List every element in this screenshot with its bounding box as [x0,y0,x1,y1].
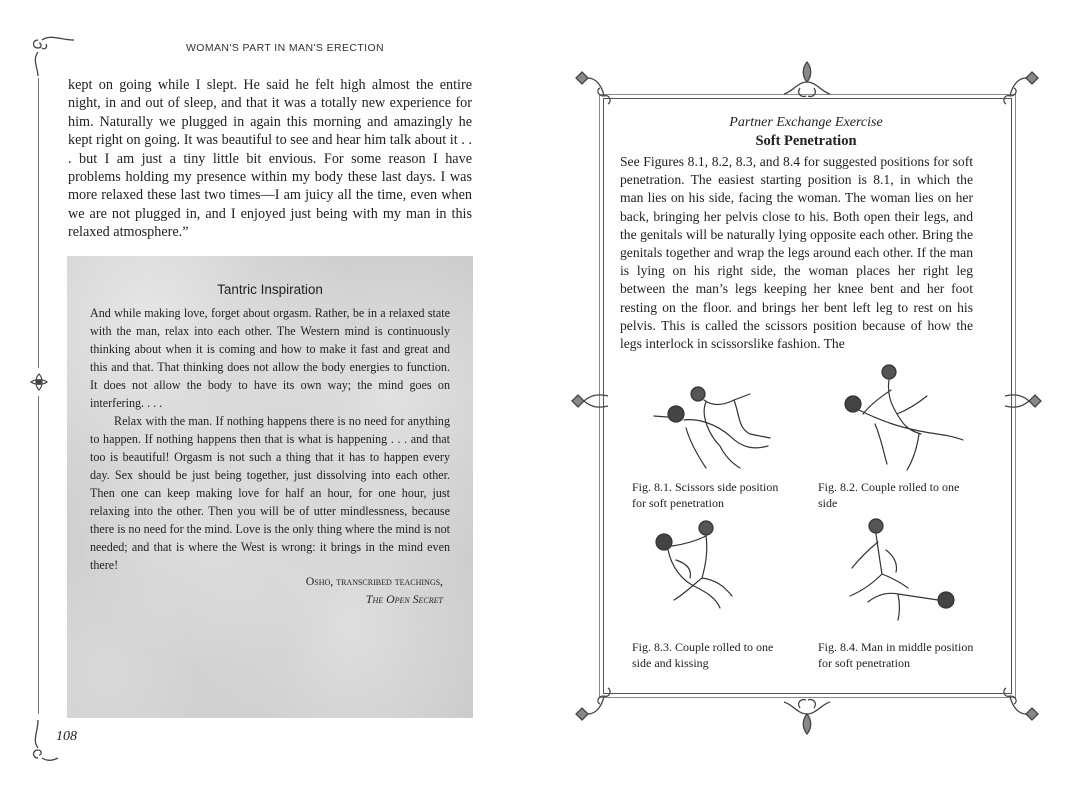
corner-ornament-bottom-left-icon [28,718,58,768]
figure-8-1-caption: Fig. 8.1. Scissors side position for soft penetration [632,480,779,510]
frame-ornament-top-left-icon [574,66,614,106]
margin-rule-bottom [38,396,39,714]
frame-ornament-mid-left-icon [570,386,610,416]
exercise-subtitle: Partner Exchange Exercise [729,115,883,130]
tantric-inspiration-sidebar [67,256,473,718]
exercise-body [620,153,973,353]
frame-ornament-top-right-icon [1000,66,1040,106]
running-head: WOMAN'S PART IN MAN'S ERECTION [186,42,385,54]
page-number: 108 [56,729,77,744]
sidebar-body [90,304,450,574]
frame-ornament-mid-right-icon [1003,386,1043,416]
figure-8-1-illustration [650,376,785,476]
sidebar-paragraph-2: Relax with the man. If nothing happens there is no need for anything to happen. If nothing happens then that is what is happening . . . and that too is beautiful! Orgasm is not such a thing that it has to happen every day. Sex should be just being together, just dissolving into each other. Then one can keep making love for half an hour, for one hour, just relaxing into the other. Then you will be of utter mindlessness, because there is no need for the mind. Love is the only thing where the mind is not needed; and that is where the West is wrong: it brings in the mind even there! [90,414,450,572]
frame-ornament-bottom-right-icon [1000,686,1040,726]
attribution-author: Osho, transcribed teachings, [305,574,443,588]
margin-rule-top [38,78,39,368]
figure-8-2-illustration [835,364,970,474]
body-text [68,76,472,242]
figure-8-2-caption: Fig. 8.2. Couple rolled to one side [818,480,960,510]
figure-8-3-illustration [632,520,762,620]
attribution-title: The Open Secret [365,592,443,606]
figure-8-4-caption: Fig. 8.4. Man in middle position for soft penetration [818,640,974,670]
frame-ornament-bottom-center-icon [782,692,832,738]
frame-ornament-bottom-left-icon [574,686,614,726]
exercise-title: Soft Penetration [755,133,857,149]
sidebar-title: Tantric Inspiration [217,282,323,297]
corner-ornament-top-left-icon [28,30,78,80]
figure-8-3-caption: Fig. 8.3. Couple rolled to one side and kissing [632,640,774,670]
sidebar-paragraph-1: And while making love, forget about orgasm. Rather, be in a relaxed state with the man, relax into each other. The Western mind is continuously thinking about when it is coming and how to make it fast and great and this and that. That thinking does not allow the body energies to function. It does not allow the body to have its own way; the mind goes on interfering. . . . [90,306,450,410]
margin-ornament-icon [29,372,49,392]
body-paragraph: kept on going while I slept. He said he felt high almost the entire night, in and out of sleep, and that it was a totally new experience for him. Naturally we plugged in again this morning and amazingly he kept right on going. It was beautiful to see and hear him talk about it . . . but I am just a tiny little bit envious. For some reason I have problems holding my presence within my body these last days. I was more relaxed these last two times—I am juicy all the time, even when we are not plugged in, and I enjoyed just being with my man in this relaxed atmosphere.” [68,77,472,241]
frame-ornament-top-center-icon [782,58,832,104]
exercise-paragraph: See Figures 8.1, 8.2, 8.3, and 8.4 for suggested positions for soft penetration. The easiest starting position is 8.1, in which the man lies on his side, facing the woman. The woman lies on her back, bringing her pelvis close to his. Both open their legs, and the genitals will be naturally lying opposite each other. Bring the genitals together and wrap the legs around each other. If the man is lying on his right side, the woman places her right leg between the man’s legs keeping her knee bent and her foot resting on the floor. and brings her bent left leg to rest on his pelvis. This is called the scissors position because of how the legs interlock in scissorslike fashion. The [620,154,973,352]
figure-8-4-illustration [838,516,963,626]
